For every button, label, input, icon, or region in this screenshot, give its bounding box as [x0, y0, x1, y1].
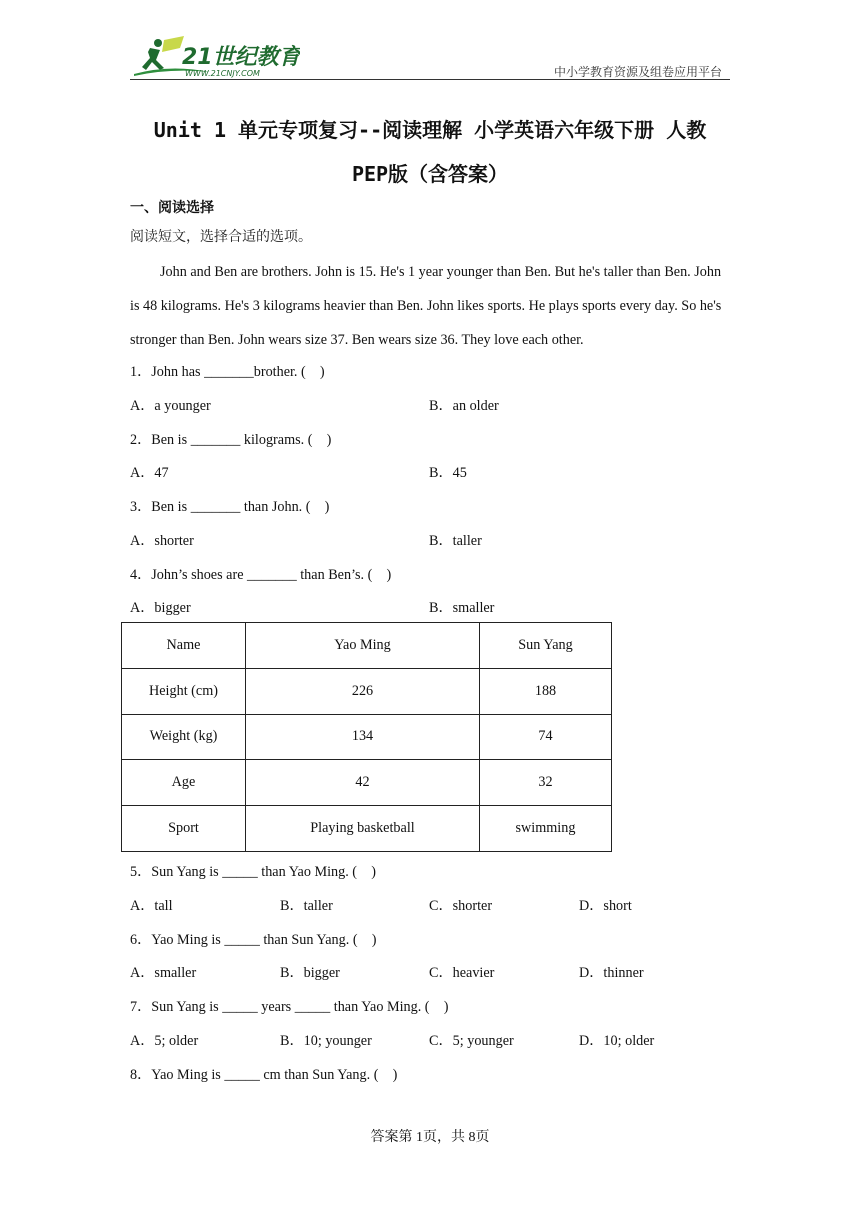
option-3a: A．shorter [130, 533, 194, 549]
option-5b: B．taller [280, 898, 333, 914]
option-4a: A．bigger [130, 600, 191, 616]
page-header [130, 34, 730, 80]
question-3: 3．Ben is _______ than John. ( ) [130, 499, 330, 515]
table-cell: Height (cm) [122, 668, 246, 714]
question-4: 4．John’s shoes are _______ than Ben’s. ( ) [130, 567, 392, 583]
option-2b: B．45 [429, 465, 467, 481]
table-cell: 42 [246, 760, 480, 806]
comparison-table [121, 622, 612, 852]
table-cell: 134 [246, 714, 480, 760]
question-5: 5．Sun Yang is _____ than Yao Ming. ( ) [130, 864, 376, 880]
table-row [122, 806, 612, 852]
option-5c: C．shorter [429, 898, 493, 914]
table-cell: 188 [480, 668, 612, 714]
logo-url: WWW.21CNJY.COM [185, 69, 260, 78]
table-cell: 74 [480, 714, 612, 760]
page-footer: 答案第 1页，共 8页 [370, 1130, 490, 1145]
table-cell: Playing basketball [246, 806, 480, 852]
option-6a: A．smaller [130, 965, 197, 981]
table-header: Sun Yang [480, 623, 612, 669]
option-5d: D．short [579, 898, 632, 914]
logo-text: 21世纪教育 [182, 45, 300, 70]
platform-text: 中小学教育资源及组卷应用平台 [553, 65, 722, 79]
table-row [122, 668, 612, 714]
option-7a: A．5; older [130, 1033, 199, 1049]
question-1: 1．John has _______brother. ( ) [130, 364, 325, 380]
option-2a: A．47 [130, 465, 169, 481]
option-7c: C．5; younger [429, 1033, 514, 1049]
table-cell: 32 [480, 760, 612, 806]
table-header-row [122, 623, 612, 669]
table-row [122, 714, 612, 760]
table-cell: swimming [480, 806, 612, 852]
question-6: 6．Yao Ming is _____ than Sun Yang. ( ) [130, 932, 377, 948]
header-divider [130, 79, 730, 80]
doc-title-line1: Unit 1 单元专项复习--阅读理解 小学英语六年级下册 人教 [153, 118, 707, 142]
question-8: 8．Yao Ming is _____ cm than Sun Yang. ( ) [130, 1067, 398, 1083]
option-7b: B．10; younger [280, 1033, 372, 1049]
option-3b: B．taller [429, 533, 482, 549]
table-cell: 226 [246, 668, 480, 714]
table-header: Yao Ming [246, 623, 480, 669]
option-6d: D．thinner [579, 965, 644, 981]
table-header: Name [122, 623, 246, 669]
table-cell: Sport [122, 806, 246, 852]
table-cell: Age [122, 760, 246, 806]
option-7d: D．10; older [579, 1033, 655, 1049]
table-cell: Weight (kg) [122, 714, 246, 760]
option-1a: A．a younger [130, 398, 211, 414]
option-5a: A．tall [130, 898, 173, 914]
doc-title-line2: PEP版（含答案） [351, 162, 509, 186]
question-7: 7．Sun Yang is _____ years _____ than Yao Ming. ( ) [130, 999, 449, 1015]
option-6b: B．bigger [280, 965, 340, 981]
section-heading: 一、阅读选择 [130, 200, 214, 216]
logo [130, 34, 300, 80]
table-row [122, 760, 612, 806]
option-6c: C．heavier [429, 965, 495, 981]
option-1b: B．an older [429, 398, 499, 414]
reading-passage: John and Ben are brothers. John is 15. He's 1 year younger than Ben. But he's taller than Ben. John is 48 kilograms. He's 3 kilograms heavier than Ben. John likes sports. He plays sports every day. So he's stronger than Ben. John wears size 37. Ben wears size 36. They love each other. [130, 264, 722, 348]
runner-logo-icon [130, 34, 300, 80]
option-4b: B．smaller [429, 600, 495, 616]
question-2: 2．Ben is _______ kilograms. ( ) [130, 432, 332, 448]
instruction: 阅读短文，选择合适的选项。 [130, 229, 312, 245]
